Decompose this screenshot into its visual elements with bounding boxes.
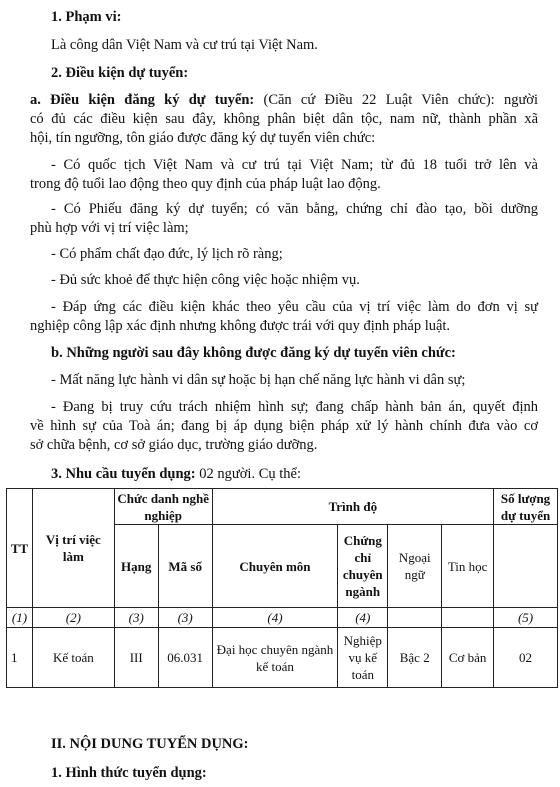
a-item-3: - Có phẩm chất đạo đức, lý lịch rõ ràng; — [51, 246, 283, 262]
cell-ngoai-ngu: Bậc 2 — [388, 628, 442, 688]
a-item-4: - Đủ sức khoẻ để thực hiện công việc hoặc nhiệm vụ. — [51, 272, 360, 288]
index-cell: (2) — [32, 608, 114, 628]
section3-heading — [51, 465, 301, 483]
th-trinh-do: Trình độ — [212, 489, 493, 525]
cell-tt: 1 — [7, 628, 33, 688]
th-ma-so: Mã số — [158, 525, 212, 608]
cell-so-luong: 02 — [494, 628, 558, 688]
section2-a-heading: a. Điều kiện đăng ký dự tuyển: — [30, 92, 255, 108]
th-chuyen-mon: Chuyên môn — [212, 525, 338, 608]
section1-heading: 1. Phạm vi: — [51, 9, 122, 25]
table-index-row — [7, 608, 558, 628]
section3-heading-rest: 02 người. Cụ thể: — [199, 466, 301, 482]
section2-heading: 2. Điều kiện dự tuyển: — [51, 65, 189, 81]
index-cell: (1) — [7, 608, 33, 628]
index-cell: (3) — [158, 608, 212, 628]
b-item-2-line2: về hình sự của Toà án; đang bị áp dụng biện pháp xử lý hành chính đưa vào cơ — [30, 418, 538, 434]
recruitment-table — [6, 488, 558, 688]
cell-ma-so: 06.031 — [158, 628, 212, 688]
a-item-2-line2: phù hợp với vị trí việc làm; — [30, 220, 189, 236]
th-chuc-danh: Chức danh nghề nghiệp — [114, 489, 212, 525]
a-item-5-line1: - Đáp ứng các điều kiện khác theo yêu cầu của vị trí việc làm do đơn vị sự — [51, 299, 538, 315]
index-cell — [442, 608, 494, 628]
cell-chuyen-mon: Đại học chuyên ngành kế toán — [212, 628, 338, 688]
table-header-row-1 — [7, 489, 558, 525]
table-row — [7, 628, 558, 688]
cell-tin-hoc: Cơ bản — [442, 628, 494, 688]
th-empty — [494, 525, 558, 608]
th-ngoai-ngu: Ngoại ngữ — [388, 525, 442, 608]
index-cell: (4) — [338, 608, 388, 628]
section2-a-intro-rest: (Căn cứ Điều 22 Luật Viên chức): người — [263, 92, 538, 108]
b-item-2-line3: sở chữa bệnh, cơ sở giáo dục, trường giáo dưỡng. — [30, 437, 318, 453]
th-tin-hoc: Tin học — [442, 525, 494, 608]
section2-a-intro-line2: có đủ các điều kiện sau đây, không phân biệt dân tộc, nam nữ, thành phần xã — [30, 111, 538, 127]
index-cell — [388, 608, 442, 628]
a-item-5-line2: nghiệp công lập xác định nhưng không được trái với quy định pháp luật. — [30, 318, 451, 334]
th-so-luong: Số lượng dự tuyển — [494, 489, 558, 525]
index-cell: (4) — [212, 608, 338, 628]
section3-heading-bold: 3. Nhu cầu tuyển dụng: — [51, 466, 196, 482]
section2-a-intro-line1 — [30, 91, 538, 109]
a-item-1-line2: trong độ tuổi lao động theo quy định của pháp luật lao động. — [30, 176, 381, 192]
cell-vi-tri: Kế toán — [32, 628, 114, 688]
b-item-1: - Mất năng lực hành vi dân sự hoặc bị hạn chế năng lực hành vi dân sự; — [51, 372, 466, 388]
index-cell: (3) — [114, 608, 158, 628]
index-cell: (5) — [494, 608, 558, 628]
section2-b-heading: b. Những người sau đây không được đăng ký dự tuyển viên chức: — [51, 345, 456, 361]
a-item-2-line1: - Có Phiếu đăng ký dự tuyển; có văn bằng, chứng chỉ đào tạo, bồi dưỡng — [51, 201, 538, 217]
th-chung-chi: Chứng chỉ chuyên ngành — [338, 525, 388, 608]
section1-text: Là công dân Việt Nam và cư trú tại Việt Nam. — [51, 37, 318, 53]
th-hang: Hạng — [114, 525, 158, 608]
section2-a-intro-line3: hội, tín ngưỡng, tôn giáo được đăng ký dự tuyển viên chức: — [30, 130, 376, 146]
cell-chung-chi: Nghiệp vụ kế toán — [338, 628, 388, 688]
cell-hang: III — [114, 628, 158, 688]
b-item-2-line1: - Đang bị truy cứu trách nhiệm hình sự; đang chấp hành bản án, quyết định — [51, 399, 538, 415]
section-II-sub1: 1. Hình thức tuyển dụng: — [51, 765, 207, 781]
th-tt: TT — [7, 489, 33, 608]
a-item-1-line1: - Có quốc tịch Việt Nam và cư trú tại Việt Nam; từ đủ 18 tuổi trở lên và — [51, 157, 538, 173]
th-vi-tri: Vị trí việc làm — [32, 489, 114, 608]
section-II-heading: II. NỘI DUNG TUYỂN DỤNG: — [51, 736, 249, 752]
